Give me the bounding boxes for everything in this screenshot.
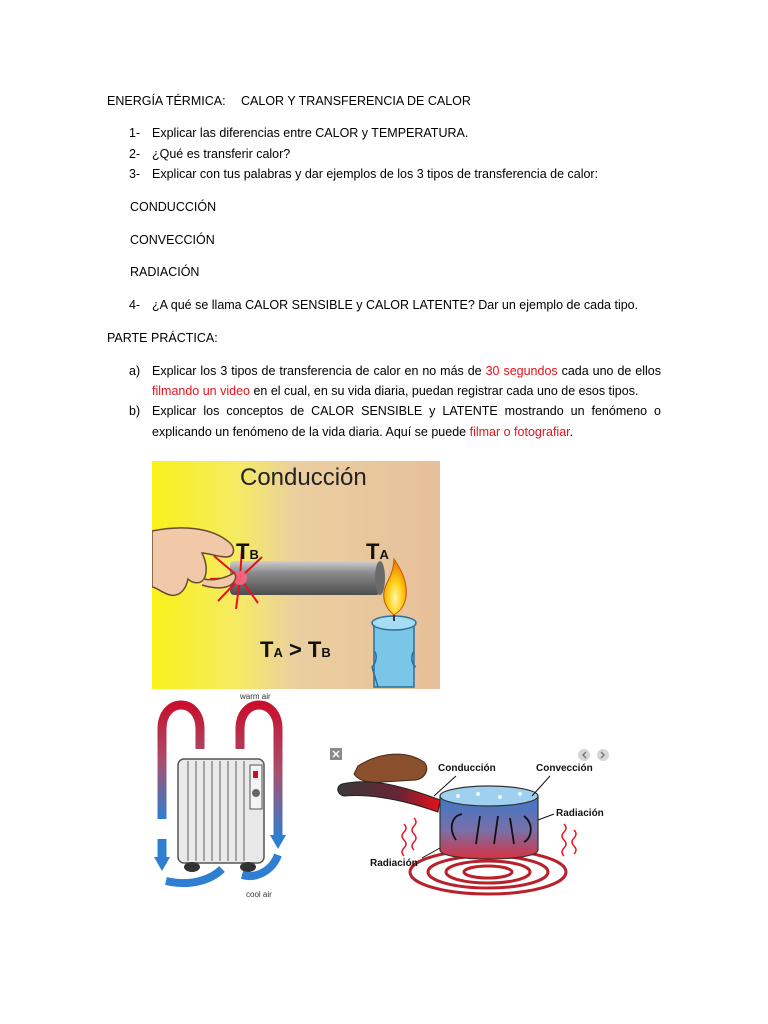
practical-heading: PARTE PRÁCTICA: [107,331,218,345]
formula-ta: T [260,637,274,662]
question-2-number: 2- [129,147,141,161]
label-tb-sub: B [249,547,259,562]
pot [440,786,538,859]
question-3-number: 3- [129,167,141,181]
pot-figure [328,744,614,902]
radiator-illustration [152,689,289,900]
header-subtitle: CALOR Y TRANSFERENCIA DE CALOR [241,94,471,108]
close-icon[interactable] [330,748,342,760]
type-conduccion: CONDUCCIÓN [130,200,217,214]
label-ta-t: T [366,539,380,564]
practical-a-highlight-seconds: 30 segundos [485,364,558,378]
pot-illustration [328,744,614,902]
question-3-text: Explicar con tus palabras y dar ejemplos de los 3 tipos de transferencia de calor: [152,167,599,181]
question-2-text: ¿Qué es transferir calor? [152,147,291,161]
label-ta-sub: A [379,547,389,562]
radiator-figure [152,689,289,900]
practical-a-highlight-video: filmando un video [152,384,250,398]
practical-a-line-2 [152,382,638,400]
practical-a-line-1 [152,362,661,380]
radiator [178,759,264,872]
practical-a-line-2-end: en el cual, en su vida diaria, puedan registrar cada uno de esos tipos. [249,384,639,398]
practical-b-line-1: Explicar los conceptos de CALOR SENSIBLE y LATENTE mostrando un fenómeno o [152,404,661,418]
chevron-left-icon[interactable] [578,749,590,761]
practical-a-line-1-end: cada uno de ellos [557,364,661,378]
practical-b-line-2-start: explicando un fenómeno de la vida diaria. Aquí se puede [152,425,470,439]
cool-air-label: cool air [246,890,272,899]
label-tb-t: T [236,539,250,564]
practical-b-label: b) [129,404,141,418]
formula-ta-sub: A [273,645,283,660]
practical-b-line-2-end: . [569,425,574,439]
practical-a-line-1-start: Explicar los 3 tipos de transferencia de calor en no más de [152,364,486,378]
label-conduccion: Conducción [438,763,496,774]
label-radiacion-right: Radiación [556,808,604,819]
practical-b-line-2 [152,423,573,441]
conduction-title: Conducción [240,464,367,491]
question-4-number: 4- [129,298,141,312]
conduction-illustration [152,461,440,689]
question-4-text: ¿A qué se llama CALOR SENSIBLE y CALOR LATENTE? Dar un ejemplo de cada tipo. [152,298,639,312]
formula-tb: T [307,637,322,662]
formula-tb-sub: B [321,645,331,660]
warm-air-label: warm air [240,692,271,701]
type-conveccion: CONVECCIÓN [130,233,215,247]
chevron-right-icon[interactable] [597,749,609,761]
question-1-number: 1- [129,126,141,140]
practical-a-label: a) [129,364,141,378]
label-radiacion-left: Radiación [370,858,418,869]
question-1-text: Explicar las diferencias entre CALOR y TEMPERATURA. [152,126,469,140]
header-topic: ENERGÍA TÉRMICA: [107,94,226,108]
practical-b-highlight-film: filmar o fotografiar [469,425,570,439]
conduction-formula [260,637,331,662]
type-radiacion: RADIACIÓN [130,265,200,279]
label-conveccion: Convección [536,763,593,774]
formula-operator: > [282,637,308,662]
conduction-figure [152,461,440,689]
